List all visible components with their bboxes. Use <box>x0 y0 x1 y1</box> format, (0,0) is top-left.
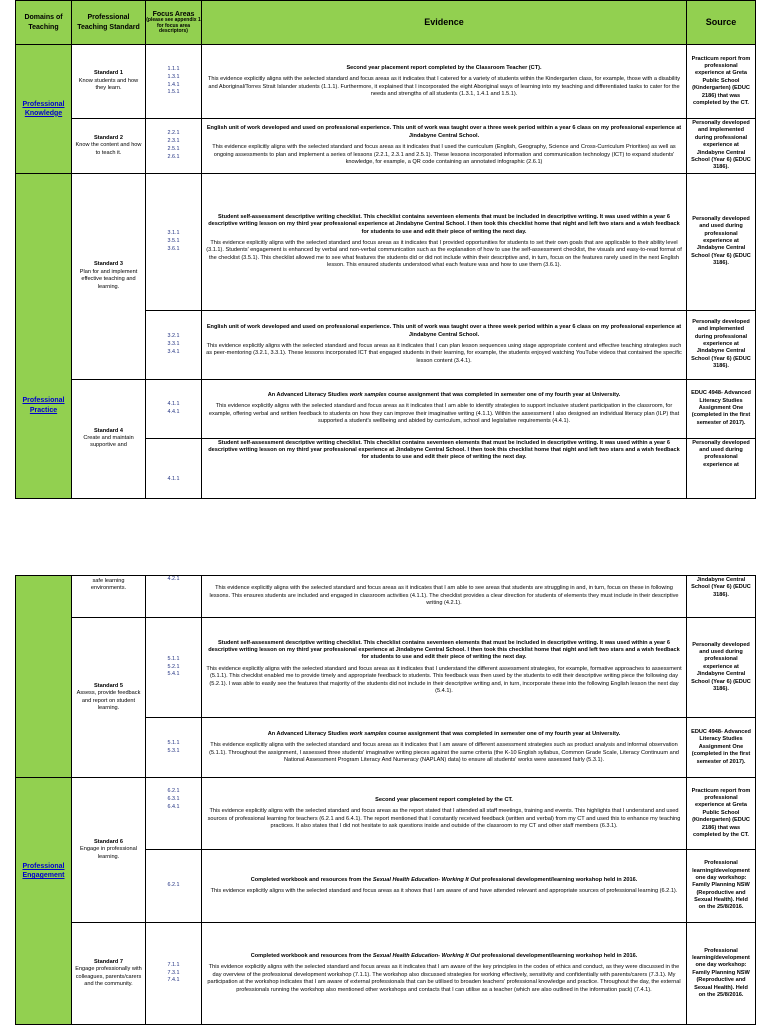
evidence-body: This evidence explicitly aligns with the selected standard and focus areas as it indicates that I understand the different assessment strategies, for example, formative approaches to assessment (5.1.1). This checklist enabled me to provide timely and appropriate feedback to students. This feedback was then used by the students to edit their descriptive writing piece the following day (5.2.1). I was able to easily see the features that majority of the students did not include in their descriptive writing and, in turn, incorporate these into the following English lesson the next day (5.4.1). <box>206 665 682 694</box>
header-focus-title: Focus Areas <box>152 10 195 18</box>
table-row <box>16 119 756 174</box>
source-cell: Personally developed and used during professional experience at Jindabyne Central School (Year 6) (EDUC 3186). <box>687 173 756 310</box>
evidence-body: This evidence explicitly aligns with the selected standard and focus areas as it shows that I am aware of and have attended relevant and appropriate sources of professional learning (6.2.1). <box>210 888 678 894</box>
source-cell: Personally developed and implemented during professional experience at Jindabyne Central School (Year 6) (EDUC 3186). <box>687 310 756 379</box>
focus-cell <box>146 850 202 923</box>
focus-codes: 3.2.1 3.3.1 3.4.1 <box>167 332 180 355</box>
evidence-table-page-1 <box>15 0 756 499</box>
domain-link-knowledge[interactable]: Professional Knowledge <box>22 100 65 117</box>
standard-desc: Assess, provide feedback and report on student learning. <box>76 690 141 711</box>
header-focus-areas <box>146 1 202 45</box>
standard-desc: Plan for and implement effective teaching and learning. <box>79 268 138 290</box>
evidence-body: This evidence explicitly aligns with the selected standard and focus areas as it indicates that I can plan lesson sequences using stage appropriate content and effective teaching strategies such as peer-mentoring (3.2.1, 3.3.1). These lessons incorporated ICT that engaged students in their learning, for example, the students enjoyed watching YouTube videos that contained the specific lesson content (3.4.1). <box>206 342 682 364</box>
header-row <box>16 1 756 45</box>
evidence-title: Second year placement report completed by the CT. <box>375 796 513 803</box>
document-page-1 <box>15 0 755 483</box>
evidence-cell <box>202 173 687 310</box>
evidence-title: Second year placement report completed by the Classroom Teacher (CT). <box>346 64 542 71</box>
domain-cell-engagement <box>16 778 72 1025</box>
focus-cell <box>146 618 202 718</box>
focus-codes: 5.1.1 5.2.1 5.4.1 <box>167 655 180 678</box>
standard-desc: Know students and how they learn. <box>78 77 139 92</box>
header-standard: Professional Teaching Standard <box>72 1 146 45</box>
standard-cell <box>72 173 146 379</box>
standard-cell <box>72 923 146 1025</box>
standard-title: Standard 6 <box>94 838 123 845</box>
evidence-title: English unit of work developed and used on professional experience. This unit of work was taught over a three week period within a year 6 class on my professional experience at Jindabyne Central School. <box>206 324 682 338</box>
standard-desc: Know the content and how to teach it. <box>75 142 142 156</box>
standard-desc: Engage in professional learning. <box>80 846 137 860</box>
standard-desc: Create and maintain supportive and <box>83 434 134 449</box>
evidence-cell <box>202 576 687 618</box>
source-cell: Personally developed and used during professional experience at <box>687 438 756 498</box>
focus-cell <box>146 778 202 850</box>
header-evidence: Evidence <box>202 1 687 45</box>
evidence-body: This evidence explicitly aligns with the selected standard and focus areas as it indicates that I used the curriculum (English, Geography, Science and Cross-Curriculum Priorities) as well as ongoing assessments to plan and implement a series of lessons (2.2.1, 2.3.1 and 2.5.1). These lessons incorporated information and communication technology (ICT) to expand students' knowledge, for example, a QR code containing an annotated infographic (2.6.1) <box>212 144 676 165</box>
evidence-cell <box>202 119 687 174</box>
standard-cell <box>72 119 146 174</box>
focus-codes: 2.2.1 2.3.1 2.5.1 2.6.1 <box>167 130 180 160</box>
source-cell: Jindabyne Central School (Year 6) (EDUC 3186). <box>687 576 756 618</box>
evidence-body: This evidence explicitly aligns with the selected standard and focus areas as it indicates that I am aware of different assessment strategies such as product analysis and informal observation (5.1.1). Throughout the assignment, I assessed three students' imaginative writing pieces against the same criteria (the K-10 English syllabus, Common Grade Scale, Literacy Continuum and National Assessment Program Literacy And Numeracy (NAPLAN) data) to ensure all students' works were assessed fairly (5.3.1). <box>209 742 679 763</box>
source-cell: EDUC 4948- Advanced Literacy Studies Assignment One (completed in the first semester of 2017). <box>687 379 756 438</box>
evidence-title: An Advanced Literacy Studies work samples course assignment that was completed in semester one of my fourth year at University. <box>267 391 621 398</box>
evidence-body: This evidence explicitly aligns with the selected standard and focus areas as it indicates that I provided opportunities for students to set their own goals that are applicable to their ability level (3.1.1). Students' engagement is enhanced by verbal and non-verbal communication such as the explanation of how to use the self-assessment checklist, the visuals and easy-to-read format of the checklist (3.5.1). This checklist allowed me to see what features the students did or did not include within their descriptive and, in turn, focus on the features rarely used in the next English lesson. This ensured students understood what each feature was and how to use them (3.6.1). <box>206 239 682 269</box>
table-row <box>16 576 756 618</box>
source-cell: Personally developed and implemented during professional experience at Jindabyne Central School (Year 6) (EDUC 3186). <box>687 119 756 174</box>
evidence-cell <box>202 778 687 850</box>
header-domains: Domains of Teaching <box>16 1 72 45</box>
focus-cell <box>146 119 202 174</box>
standard-desc: safe learning environments. <box>90 578 127 592</box>
evidence-body: This evidence explicitly aligns with the selected standard and focus areas as it indicates that I am aware of the key principles in the codes of ethics and conduct, as they were discussed in the day overview of the professional development workshop (7.1.1). The workshop also discussed strategies for working effectively, sensitivity and confidentially with parents/carers (7.3.1). My participation at the workshop indicates that I am aware of external professionals that can be utilised to broaden teachers' professional knowledge and practice. Throughout the day, the external professionals running the workshop also mentioned other workshops and contacts that I can utilise as a teacher (which are also outlined in the information pack) (7.4.1). <box>207 964 681 993</box>
standard-cell <box>72 379 146 498</box>
standard-cell <box>72 778 146 923</box>
evidence-title: English unit of work developed and used on professional experience. This unit of work was taught over a three week period within a year 6 class on my professional experience at Jindabyne Central School. <box>206 125 682 139</box>
focus-cell <box>146 923 202 1025</box>
focus-codes: 7.1.1 7.3.1 7.4.1 <box>167 961 180 984</box>
source-cell: Professional learning/development one day workshop: Family Planning NSW (Reproductive and Sexual Health). Held on the 25/8/2016. <box>687 923 756 1025</box>
source-cell: Practicum report from professional experience at Greta Public School (Kindergarten) (EDUC 2186) that was completed by the CT. <box>687 45 756 119</box>
focus-cell <box>146 438 202 498</box>
standard-title: Standard 2 <box>94 134 123 141</box>
table-row <box>16 173 756 310</box>
source-cell: Personally developed and used during professional experience at Jindabyne Central School (Year 6) (EDUC 3186). <box>687 618 756 718</box>
focus-codes: 4.2.1 <box>167 576 180 582</box>
focus-codes: 3.1.1 3.5.1 3.6.1 <box>167 229 180 252</box>
evidence-body: This evidence explicitly aligns with the selected standard and focus areas as it indicates that I catered for a variety of students within the Kindergarten class, for example, those with a disability and Aboriginal/Torres Strait Islander students (1.1.1). Furthermore, it explained that I incorporated the eight Aboriginal ways of learning into my teaching and differentiated tasks to cater for the needs and strengths of all students (1.3.1, 1.4.1 and 1.5.1). <box>208 76 680 97</box>
source-cell: Practicum report from professional experience at Greta Public School (Kindergarten) (EDUC 2186) that was completed by the CT. <box>687 778 756 850</box>
focus-codes: 6.2.1 <box>167 882 180 889</box>
evidence-title: Completed workbook and resources from the Sexual Health Education- Working It Out professional development/learning workshop held in 2016. <box>250 953 638 960</box>
evidence-body: This evidence explicitly aligns with the selected standard and focus areas as it indicates that I am able to identify strategies to support inclusive student participation in the classroom, for example, offering verbal and written feedback to students on how they can improve their imaginative writing (4.1.1). Within the assessment I also designed an individual literacy plan (ILP) that supported a student's wellbeing and abided by curriculum, school and legislative requirements (4.4.1). <box>208 403 680 424</box>
header-focus-note: (please see appendix 1 for focus area descriptors) <box>146 17 201 34</box>
standard-cell <box>72 45 146 119</box>
table-row <box>16 618 756 718</box>
domain-cell-practice-cont <box>16 576 72 778</box>
standard-title: Standard 7 <box>94 958 123 965</box>
evidence-cell <box>202 923 687 1025</box>
focus-cell <box>146 45 202 119</box>
table-row <box>16 379 756 438</box>
table-row <box>16 778 756 850</box>
standard-cell <box>72 576 146 618</box>
evidence-cell <box>202 379 687 438</box>
focus-codes: 4.1.1 4.4.1 <box>167 400 180 415</box>
domain-link-engagement[interactable]: Professional Engagement <box>22 862 65 879</box>
standard-cell <box>72 618 146 778</box>
evidence-cell <box>202 438 687 498</box>
focus-cell <box>146 576 202 618</box>
standard-title: Standard 5 <box>94 682 123 689</box>
standard-title: Standard 1 <box>94 70 123 77</box>
evidence-cell <box>202 618 687 718</box>
evidence-cell <box>202 45 687 119</box>
evidence-title: Student self-assessment descriptive writing checklist. This checklist contains seventeen elements that must be included in descriptive writing. It was used within a year 6 descriptive writing lesson on my third year professional experience at Jindabyne Central School. I then took this checklist home that night and left two stars and a wish feedback for students to use and edit their piece of writing the next day. <box>208 439 680 461</box>
evidence-title: Completed workbook and resources from the Sexual Health Education- Working It Out professional development/learning workshop held in 2016. <box>250 876 638 883</box>
evidence-cell <box>202 850 687 923</box>
table-row <box>16 45 756 119</box>
evidence-cell <box>202 310 687 379</box>
focus-codes: 1.1.1 1.3.1 1.4.1 1.5.1 <box>167 65 180 96</box>
table-row <box>16 923 756 1025</box>
focus-codes: 6.2.1 6.3.1 6.4.1 <box>167 788 180 810</box>
evidence-title: An Advanced Literacy Studies work samples course assignment that was completed in semester one of my fourth year at University. <box>267 730 621 737</box>
focus-cell <box>146 173 202 310</box>
source-cell: EDUC 4948- Advanced Literacy Studies Assignment One (completed in the first semester of 2017). <box>687 718 756 778</box>
focus-codes: 5.1.1 5.3.1 <box>167 739 180 754</box>
domain-cell-practice <box>16 173 72 498</box>
standard-title: Standard 3 <box>94 261 123 268</box>
evidence-cell <box>202 718 687 778</box>
evidence-table-page-2 <box>15 575 756 1025</box>
standard-title: Standard 4 <box>94 427 123 434</box>
focus-cell <box>146 310 202 379</box>
evidence-body: This evidence explicitly aligns with the selected standard and focus areas as it indicates that I am able to see areas that students are struggling in and, in turn, focus on these in following lessons. This ensures students are included and engaged in classroom activities (4.1.1). The checklist provides a clear direction for students of elements they must include in their descriptive writing (4.2.1). <box>209 585 679 607</box>
domain-cell-knowledge <box>16 45 72 174</box>
source-cell: Professional learning/development one day workshop: Family Planning NSW (Reproductive and Sexual Health). Held on the 25/8/2016. <box>687 850 756 923</box>
focus-cell <box>146 718 202 778</box>
standard-desc: Engage professionally with colleagues, parents/carers and the community. <box>75 966 142 987</box>
evidence-body: This evidence explicitly aligns with the selected standard and focus areas as the report stated that I attended all staff meetings, training and events. This highlights that I understand and used sources of professional learning for teachers (6.2.1 and 6.4.1). The report mentioned that I constantly received feedback (written and verbal) from my CT and used this to enhance my teaching practices. It also states that I did not hesitate to ask questions inside and outside of the classroom to my CT and other staff members (6.3.1). <box>207 808 681 829</box>
domain-link-practice[interactable]: Professional Practice <box>22 397 65 414</box>
focus-cell <box>146 379 202 438</box>
evidence-title: Student self-assessment descriptive writing checklist. This checklist contains seventeen elements that must be included in descriptive writing. It was used within a year 6 descriptive writing lesson on my third year professional experience at Jindabyne Central School. I then took this checklist home that night and left two stars and a wish feedback for students to use and edit their piece of writing the next day. <box>208 213 680 235</box>
header-source: Source <box>687 1 756 45</box>
document-page-2 <box>15 575 755 1024</box>
evidence-title: Student self-assessment descriptive writing checklist. This checklist contains seventeen elements that must be included in descriptive writing. It was used within a year 6 descriptive writing lesson on my third year professional experience at Jindabyne Central School. I then took this checklist home that night and left two stars and a wish feedback for students to use and edit their piece of writing the next day. <box>208 639 680 661</box>
focus-codes: 4.1.1 <box>167 476 180 483</box>
